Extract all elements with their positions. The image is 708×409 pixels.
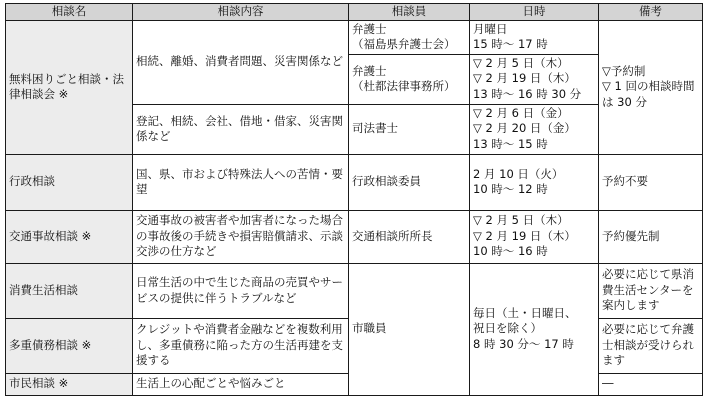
legal-datetime-3-date-a: ▽ 2 月 6 日（金）: [473, 105, 569, 120]
legal-staff-2-org: （杜都法律事務所）: [352, 79, 456, 93]
traffic-content: 交通事故の被害者や加害者になった場合の事故後の手続きや損害賠償請求、示談交渉の仕方など: [133, 210, 349, 263]
admin-datetime-time: 10 時～ 12 時: [473, 182, 548, 196]
consumer-content: 日常生活の中で生じた商品の売買やサービスの提供に伴うトラブルなど: [133, 263, 349, 318]
admin-staff: 行政相談委員: [349, 154, 470, 210]
admin-content: 国、県、市および特殊法人への苦情・要望: [133, 154, 349, 210]
legal-staff-2: [349, 54, 470, 104]
legal-datetime-1: [470, 20, 599, 54]
header-datetime: 日時: [470, 4, 599, 21]
shared-datetime-exclusion: 祝日を除く）: [473, 321, 542, 336]
citizen-content: 生活上の心配ごとや悩みごと: [133, 373, 349, 395]
citizen-notes: ―: [599, 373, 703, 395]
traffic-datetime: [470, 210, 599, 263]
traffic-notes: 予約優先制: [599, 210, 703, 263]
legal-notes-1: ▽予約制: [602, 63, 646, 78]
consultation-table: [5, 3, 703, 396]
legal-staff-1: [349, 20, 470, 54]
traffic-name: 交通事故相談 ※: [6, 210, 133, 263]
legal-datetime-3: [470, 104, 599, 154]
legal-datetime-2-date-a: ▽ 2 月 5 日（木）: [473, 55, 569, 70]
shared-datetime-days: 毎日（土・日曜日、: [473, 305, 577, 320]
traffic-staff: 交通相談所所長: [349, 210, 470, 263]
legal-name: 無料困りごと相談・法律相談会 ※: [6, 20, 133, 154]
legal-datetime-1-day: 月曜日: [473, 21, 508, 36]
legal-datetime-3-time: 13 時～ 15 時: [473, 136, 548, 151]
shared-datetime-time: 8 時 30 分～ 17 時: [473, 336, 574, 351]
table-row: [6, 154, 703, 210]
debt-notes: 必要に応じて弁護士相談が受けられます: [599, 318, 703, 373]
admin-datetime-date: 2 月 10 日（火）: [473, 166, 564, 181]
legal-staff-3: 司法書士: [349, 104, 470, 154]
header-staff: 相談員: [349, 4, 470, 21]
table-row: [6, 263, 703, 318]
legal-notes: [599, 20, 703, 154]
table-row: [6, 20, 703, 54]
admin-datetime: [470, 154, 599, 210]
traffic-datetime-time: 10 時～ 16 時: [473, 244, 548, 259]
legal-notes-2: ▽ 1 回の相談時間は 30 分: [602, 79, 695, 109]
consumer-name: 消費生活相談: [6, 263, 133, 318]
table-header-row: [6, 4, 703, 21]
table-row: [6, 210, 703, 263]
consumer-notes: 必要に応じて県消費生活センターを案内します: [599, 263, 703, 318]
legal-staff-1-org: （福島県弁護士会）: [352, 37, 456, 51]
shared-datetime: [470, 263, 599, 395]
legal-staff-1-title: 弁護士: [352, 21, 387, 36]
admin-name: 行政相談: [6, 154, 133, 210]
traffic-datetime-date-b: ▽ 2 月 19 日（木）: [473, 228, 576, 243]
consultation-schedule: [5, 3, 702, 396]
debt-content: クレジットや消費者金融などを複数利用し、多重債務に陥った方の生活再建を支援する: [133, 318, 349, 373]
citizen-name: 市民相談 ※: [6, 373, 133, 395]
admin-notes: 予約不要: [599, 154, 703, 210]
legal-datetime-3-date-b: ▽ 2 月 20 日（金）: [473, 121, 576, 136]
legal-content-b: 登記、相続、会社、借地・借家、災害関係など: [133, 104, 349, 154]
shared-staff: 市職員: [349, 263, 470, 395]
legal-datetime-2-time: 13 時～ 16 時 30 分: [473, 86, 582, 101]
header-notes: 備考: [599, 4, 703, 21]
legal-datetime-2-date-b: ▽ 2 月 19 日（木）: [473, 71, 576, 86]
legal-datetime-1-time: 15 時～ 17 時: [473, 37, 548, 51]
legal-staff-2-title: 弁護士: [352, 63, 387, 78]
legal-datetime-2: [470, 54, 599, 104]
header-name: 相談名: [6, 4, 133, 21]
header-content: 相談内容: [133, 4, 349, 21]
legal-content-a: 相続、離婚、消費者問題、災害関係など: [133, 20, 349, 104]
traffic-datetime-date-a: ▽ 2 月 5 日（木）: [473, 213, 569, 228]
debt-name: 多重債務相談 ※: [6, 318, 133, 373]
